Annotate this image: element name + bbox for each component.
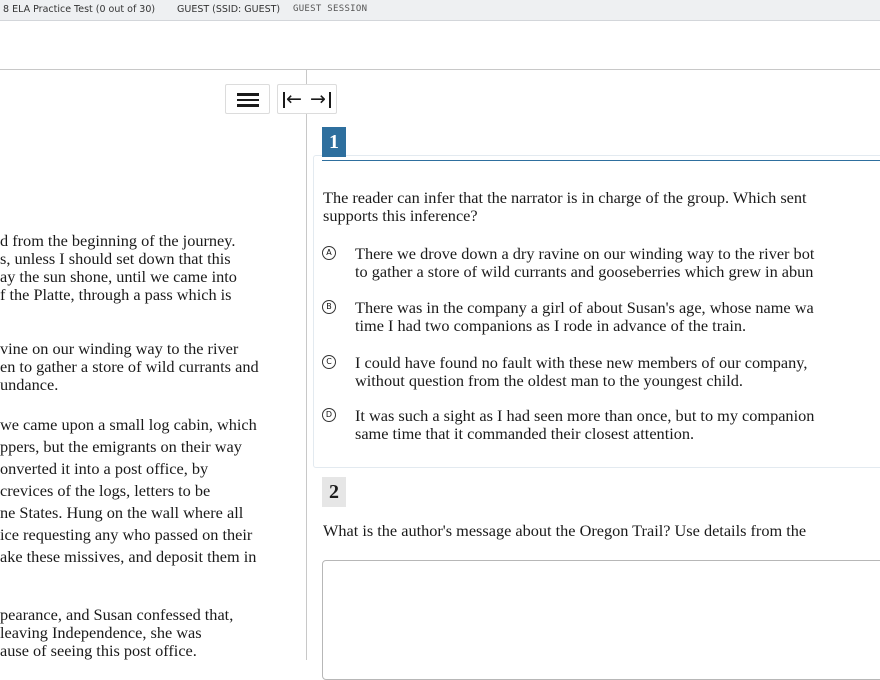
passage-line: onverted it into a post office, by (0, 459, 209, 478)
pane-divider[interactable] (306, 70, 307, 660)
question-2-number: 2 (322, 477, 346, 507)
option-d-text: It was such a sight as I had seen more than once, but to my companion (355, 406, 815, 425)
passage-line: pearance, and Susan confessed that, (0, 605, 234, 624)
question-1-number: 1 (322, 127, 346, 157)
passage-line: s, unless I should set down that this (0, 249, 231, 268)
option-b-text: There was in the company a girl of about Susan's age, whose name wa (355, 298, 814, 317)
passage-line: ake these missives, and deposit them in (0, 547, 257, 566)
expand-collapse-button[interactable]: ← → (277, 84, 337, 114)
option-c[interactable] (322, 354, 880, 394)
option-d[interactable] (322, 407, 880, 447)
option-a[interactable] (322, 245, 880, 285)
user-info: GUEST (SSID: GUEST) (177, 4, 281, 15)
passage-line: leaving Independence, she was (0, 623, 202, 642)
passage-line: vine on our winding way to the river (0, 339, 239, 358)
option-a-text-cont: to gather a store of wild currants and gooseberries which grew in abun (355, 262, 814, 281)
passage-line: ppers, but the emigrants on their way (0, 437, 242, 456)
question-1-rule (322, 160, 880, 161)
question-1-stem: The reader can infer that the narrator is in charge of the group. Which sent (323, 188, 807, 207)
option-b-radio[interactable]: B (322, 300, 336, 314)
passage-line: ay the sun shone, until we came into (0, 267, 237, 286)
option-c-radio[interactable]: C (322, 355, 336, 369)
option-a-radio[interactable]: A (322, 246, 336, 260)
passage-line: crevices of the logs, letters to be (0, 481, 211, 500)
passage-line: we came upon a small log cabin, which (0, 415, 257, 434)
question-1-stem-cont: supports this inference? (323, 206, 478, 225)
option-a-text: There we drove down a dry ravine on our winding way to the river bot (355, 244, 815, 263)
option-d-text-cont: same time that it commanded their closest attention. (355, 424, 695, 443)
answer-textarea[interactable] (322, 560, 880, 680)
passage-line: ice requesting any who passed on their (0, 525, 253, 544)
menu-button[interactable] (225, 84, 270, 114)
option-c-text-cont: without question from the oldest man to the youngest child. (355, 371, 743, 390)
passage-line: d from the beginning of the journey. (0, 231, 236, 250)
option-b-text-cont: time I had two companions as I rode in advance of the train. (355, 316, 747, 335)
option-d-radio[interactable]: D (322, 408, 336, 422)
option-b[interactable] (322, 299, 880, 339)
passage-line: f the Platte, through a pass which is (0, 285, 232, 304)
test-title: 8 ELA Practice Test (0 out of 30) (3, 4, 156, 15)
passage-line: ne States. Hung on the wall where all (0, 503, 244, 522)
session-label: GUEST SESSION (293, 4, 368, 14)
option-c-text: I could have found no fault with these new members of our company, (355, 353, 808, 372)
passage-line: en to gather a store of wild currants and (0, 357, 259, 376)
passage-line: ause of seeing this post office. (0, 641, 197, 660)
question-2-stem: What is the author's message about the Oregon Trail? Use details from the (323, 521, 807, 540)
passage-line: undance. (0, 375, 59, 394)
